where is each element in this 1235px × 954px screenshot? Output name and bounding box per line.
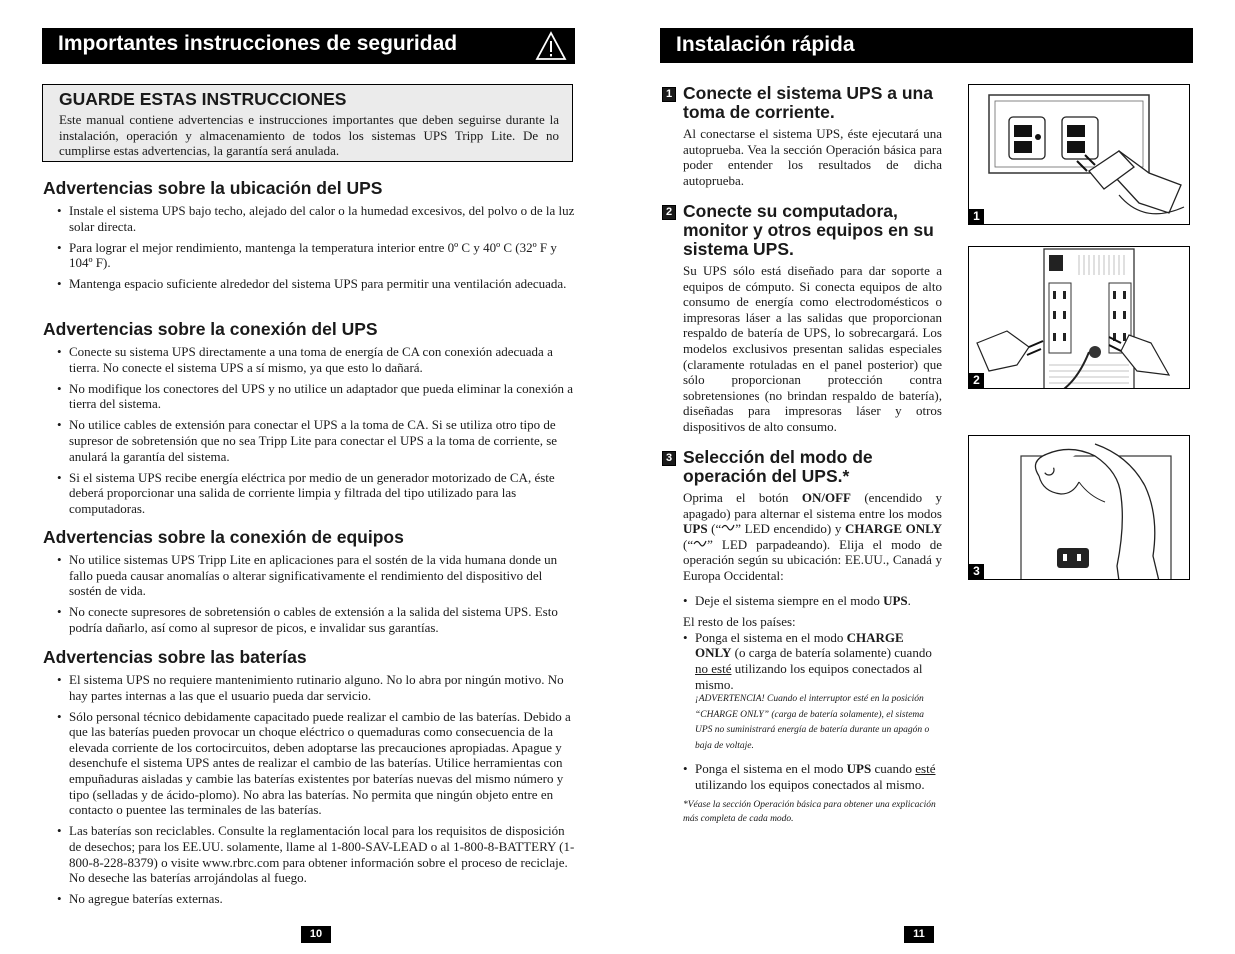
battery-warnings-section xyxy=(43,647,576,912)
figure-2-ups-rear-panel xyxy=(968,246,1190,389)
warning-item: • No agregue baterías externas. xyxy=(43,891,576,907)
hand-pressing-button-illustration xyxy=(969,436,1190,580)
left-page-number: 10 xyxy=(301,926,331,943)
warning-item: • No conecte supresores de sobretensión o cables de extensión a la salida del sistema UPS. Esto podría dañarlo, así como al supresor de picos, e invalidar sus garantías. xyxy=(43,604,576,635)
warning-item: • No utilice cables de extensión para conectar el UPS a la toma de CA. Si se utiliza otro tipo de supresor de sobretensión que no sea Tripp Lite para conectar el UPS a la toma de corriente, se anulará la garantía del sistema. xyxy=(43,417,576,464)
warning-item: • No utilice sistemas UPS Tripp Lite en aplicaciones para el sostén de la vida humana donde un fallo pueda causar anomalías o alterar significativamente el rendimiento del dispositivo del sostén de vida. xyxy=(43,552,576,599)
figure-3-power-button xyxy=(968,435,1190,580)
wall-outlet-illustration xyxy=(969,85,1190,225)
section-heading: Advertencias sobre la ubicación del UPS xyxy=(43,178,383,198)
warning-item: • Instale el sistema UPS bajo techo, alejado del calor o la humedad excesivos, del polvo o de la luz solar directa. xyxy=(43,203,576,234)
save-instructions-box xyxy=(42,84,573,162)
save-instructions-text: Este manual contiene advertencias e instrucciones importantes que deben seguirse durante la instalación, operación y almacenamiento de todos los sistemas UPS Tripp Lite. De no cumplirse estas advertencias, la garantía será anulada. xyxy=(59,112,559,159)
warning-item: • El sistema UPS no requiere mantenimiento rutinario alguno. No lo abra por ningún motivo. No hay partes internas a las que el usuario pueda dar servicio. xyxy=(43,672,576,703)
figure-1-wall-outlet xyxy=(968,84,1190,225)
charge-only-warning: ¡ADVERTENCIA! Cuando el interruptor esté en la posición “CHARGE ONLY” (carga de batería solamente), el sistema UPS no suministrará energía de batería durante un apagón o baja de voltaje. xyxy=(695,694,930,751)
warning-item: • Las baterías son reciclables. Consulte la reglamentación local para los requisitos de disposición de desechos; para los EE.UU. solamente, llame al 1-800-SAV-LEAD o al 1-800-8-BATTERY (1-800-8-228-8379) o visite www.rbrc.com para obtener información sobre el proceso de reciclaje. No deseche las baterías arrojándolas al fuego. xyxy=(43,823,576,885)
warning-item: • Sólo personal técnico debidamente capacitado puede realizar el cambio de las baterías. Debido a que las baterías pueden provocar un choque eléctrico o quemaduras como consecuencia de la elevada corriente de los cortocircuitos, deben adoptarse las precauciones apropiadas. Apague y desenchufe el sistema UPS antes de realizar el cambio de las baterías. Utilice herramientas con empuñaduras aisladas y cambie las baterías existentes por baterías nuevas del mismo número y tipo (selladas y de ácido-plomo). No abra las baterías. No permita que ningún objeto entre en contacto o puentee las terminales de las baterías. xyxy=(43,709,576,818)
connection-warnings-section xyxy=(43,319,576,522)
save-instructions-heading: GUARDE ESTAS INSTRUCCIONES xyxy=(59,89,347,109)
right-page-number: 11 xyxy=(904,926,934,943)
step-text: Su UPS sólo está diseñado para dar soporte a equipos de cómputo. Si conecta equipos de alto consumo de energía como electrodomésticos o impresoras láser a las salidas que proporcionan respaldo de batería de UPS, lo sobrecargará. Los modelos exclusivos presentan salidas especiales (claramente rotuladas en el panel posterior) que sólo proporcionan protección contra sobretensiones (no brindan respaldo de batería), diseñadas para impresoras láser y otros dispositivos de alto consumo. xyxy=(683,263,942,434)
step-number-badge: 1 xyxy=(662,87,676,102)
left-page-title: Importantes instrucciones de seguridad xyxy=(58,32,458,55)
footnote: *Véase la sección Operación básica para obtener una explicación más completa de cada modo. xyxy=(683,800,936,825)
step-3-intro: Oprima el botón ON/OFF (encendido y apagado) para alternar el sistema entre los modos UPS (“ ” LED encendido) y CHARGE ONLY (“ ” LED parpadeando). Elija el modo de operación según su ubicación: EE.UU., Canadá y Europa Occidental: xyxy=(683,490,942,583)
location-warnings-section xyxy=(43,178,576,297)
figure-number: 1 xyxy=(969,209,984,224)
mode-bullet: • Ponga el sistema en el modo CHARGE ONLY (o carga de batería solamente) cuando no esté utilizando los equipos conectados al mismo. xyxy=(662,630,942,692)
section-heading: Advertencias sobre la conexión del UPS xyxy=(43,319,378,339)
step-text: Al conectarse el sistema UPS, éste ejecutará una autoprueba. Vea la sección Operación básica para poder entender los resultados de dicha autoprueba. xyxy=(683,126,942,188)
mode-bullet: • Deje el sistema siempre en el modo UPS. xyxy=(662,593,942,609)
step-3 xyxy=(662,448,942,826)
warning-item: • Para lograr el mejor rendimiento, mantenga la temperatura interior entre 0º C y 40º C (32º F y 104º F). xyxy=(43,240,576,271)
step-heading: Conecte su computadora, monitor y otros equipos en su sistema UPS. xyxy=(683,201,934,259)
step-2 xyxy=(662,202,942,435)
figure-number: 3 xyxy=(969,564,984,579)
step-number-badge: 3 xyxy=(662,451,676,466)
rest-of-countries-label: El resto de los países: xyxy=(683,614,796,630)
equipment-warnings-section xyxy=(43,527,576,641)
ups-rear-panel-illustration xyxy=(969,247,1190,389)
step-number-badge: 2 xyxy=(662,205,676,220)
step-heading: Conecte el sistema UPS a una toma de corriente. xyxy=(683,83,933,122)
led-blinking-icon xyxy=(693,538,707,548)
section-heading: Advertencias sobre la conexión de equipos xyxy=(43,527,404,547)
section-heading: Advertencias sobre las baterías xyxy=(43,647,307,667)
led-on-icon xyxy=(721,522,735,532)
warning-item: • Mantenga espacio suficiente alrededor del sistema UPS para permitir una ventilación adecuada. xyxy=(43,276,576,292)
step-1 xyxy=(662,84,942,188)
warning-item: • No modifique los conectores del UPS y no utilice un adaptador que pueda eliminar la conexión a tierra del sistema. xyxy=(43,381,576,412)
left-title-bar xyxy=(42,28,575,64)
warning-triangle-icon xyxy=(535,31,567,61)
right-title-bar xyxy=(660,28,1193,63)
warning-item: • Conecte su sistema UPS directamente a una toma de energía de CA con conexión adecuada a tierra. No conecte el sistema UPS a sí mismo, ya que esto lo dañará. xyxy=(43,344,576,375)
right-page-title: Instalación rápida xyxy=(676,33,855,56)
figure-number: 2 xyxy=(969,373,984,388)
mode-bullet: • Ponga el sistema en el modo UPS cuando esté utilizando los equipos conectados al mismo. xyxy=(662,761,942,792)
warning-item: • Si el sistema UPS recibe energía eléctrica por medio de un generador motorizado de CA, éste deberá proporcionar una salida de corriente limpia y filtrada del tipo utilizado para las computadoras. xyxy=(43,470,576,517)
step-heading: Selección del modo de operación del UPS.* xyxy=(683,447,873,486)
